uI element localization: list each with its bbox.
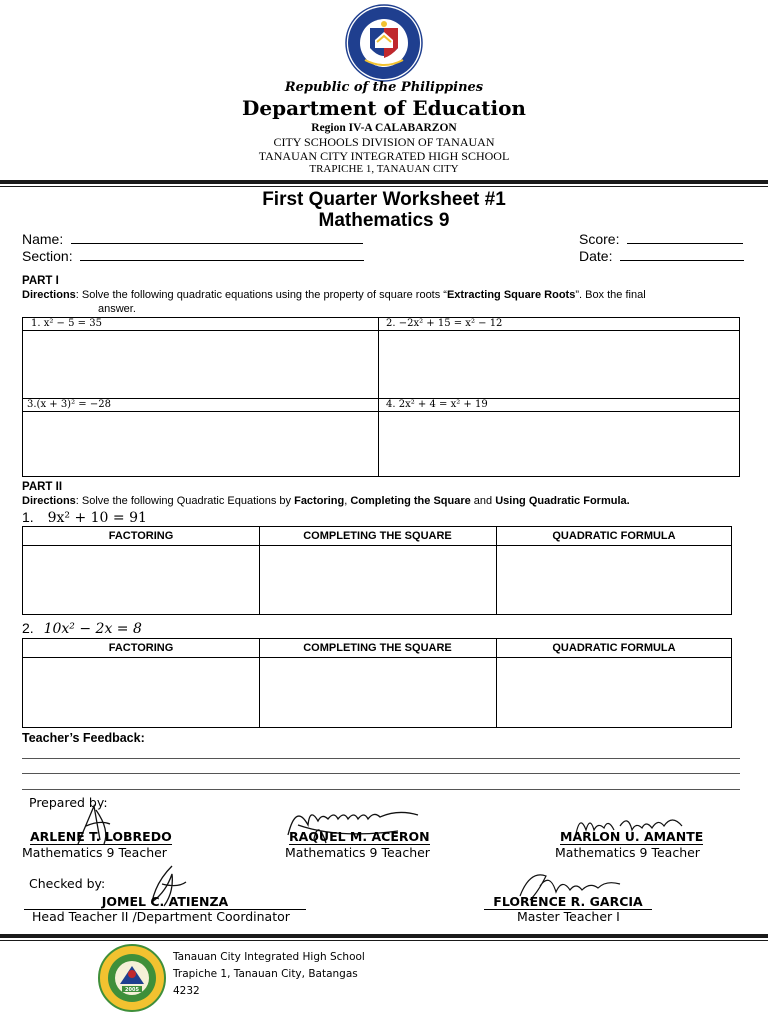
- part2-sep-2: and: [470, 495, 496, 507]
- part2-directions-label: Directions: [22, 495, 76, 507]
- signatory-role-amante: Mathematics 9 Teacher: [555, 845, 700, 860]
- problem-2-table: [22, 638, 732, 728]
- part1-heading: PART I: [22, 275, 59, 287]
- prepared-by-label: Prepared by:: [29, 795, 108, 810]
- footer-zip: 4232: [173, 985, 200, 997]
- part2-directions: [22, 495, 630, 507]
- feedback-line[interactable]: [22, 773, 740, 774]
- signatory-name-lobredo: ARLENE T. LOBREDO: [30, 829, 172, 844]
- section-field[interactable]: [22, 248, 364, 264]
- part1-item-2: 2. −2x² + 15 = x² − 12: [386, 318, 503, 329]
- method-completing-square: Completing the Square: [350, 495, 471, 507]
- answer-area-2[interactable]: [379, 331, 739, 398]
- date-label: Date:: [579, 248, 613, 264]
- region-line: Region IV-A CALABARZON: [311, 122, 457, 134]
- address-line: TRAPICHE 1, TANAUAN CITY: [309, 163, 459, 175]
- footer-divider-thick: [0, 934, 768, 938]
- score-label: Score:: [579, 231, 620, 247]
- score-field[interactable]: [579, 231, 743, 247]
- part1-item-4: 4. 2x² + 4 = x² + 19: [386, 399, 488, 410]
- problem-1: [22, 509, 147, 526]
- section-blank[interactable]: [80, 260, 364, 261]
- part1-directions-text-b: ”. Box the final: [575, 289, 646, 301]
- school-line: TANAUAN CITY INTEGRATED HIGH SCHOOL: [258, 149, 510, 163]
- col-factoring: FACTORING: [108, 642, 174, 654]
- signatory-name-amante: MARLON U. AMANTE: [560, 829, 704, 844]
- header-divider-thick: [0, 180, 768, 184]
- date-blank[interactable]: [620, 260, 744, 261]
- feedback-line[interactable]: [22, 758, 740, 759]
- part1-item-3: 3.(x + 3)² = −28: [27, 399, 111, 410]
- problem-1-equation: 9x² + 10 = 91: [47, 510, 147, 526]
- grid-divider: [23, 398, 739, 399]
- date-field[interactable]: [579, 248, 744, 264]
- col-completing-square: COMPLETING THE SQUARE: [303, 642, 452, 654]
- part1-directions-label: Directions: [22, 289, 76, 301]
- republic-line: Republic of the Philippines: [284, 80, 484, 95]
- part2-sep-1: ,: [344, 495, 351, 507]
- signatory-name-aceron: RAQUEL M. ACERON: [289, 829, 430, 844]
- problem-2: [22, 620, 142, 637]
- footer-divider-thin: [0, 940, 768, 941]
- signatory-name-atienza: JOMEL C. ATIENZA: [24, 894, 306, 910]
- signatory-role-aceron: Mathematics 9 Teacher: [285, 845, 430, 860]
- answer-cell-factoring[interactable]: [23, 546, 259, 614]
- answer-cell-quadratic-formula[interactable]: [497, 546, 731, 614]
- feedback-label: Teacher’s Feedback:: [22, 731, 145, 745]
- signatory-role-atienza: Head Teacher II /Department Coordinator: [32, 909, 290, 924]
- part1-directions-text-a: : Solve the following quadratic equations using the property of square roots “: [75, 289, 447, 301]
- department-title: Department of Education: [242, 96, 526, 120]
- col-quadratic-formula: QUADRATIC FORMULA: [552, 530, 676, 542]
- footer-address: Trapiche 1, Tanauan City, Batangas: [173, 968, 358, 980]
- answer-cell-quadratic-formula[interactable]: [497, 658, 731, 727]
- part1-directions-cont: answer.: [98, 303, 136, 315]
- method-quadratic-formula: Using Quadratic Formula.: [495, 495, 630, 507]
- name-blank[interactable]: [71, 243, 363, 244]
- score-blank[interactable]: [627, 243, 743, 244]
- subject-title: Mathematics 9: [318, 210, 450, 231]
- part1-answer-grid: [22, 317, 740, 477]
- method-factoring: Factoring: [294, 495, 345, 507]
- problem-1-number: 1.: [22, 509, 34, 525]
- school-logo: [98, 944, 166, 1012]
- name-field[interactable]: [22, 231, 363, 247]
- part1-directions: [22, 289, 752, 301]
- answer-cell-completing-square[interactable]: [260, 658, 496, 727]
- answer-area-1[interactable]: [23, 331, 378, 398]
- problem-1-table: [22, 526, 732, 615]
- signatory-role-garcia: Master Teacher I: [517, 909, 620, 924]
- section-label: Section:: [22, 248, 73, 264]
- signatory-name-garcia: FLORENCE R. GARCIA: [484, 894, 652, 910]
- checked-by-label: Checked by:: [29, 876, 106, 891]
- signatory-role-lobredo: Mathematics 9 Teacher: [22, 845, 167, 860]
- part2-directions-text: : Solve the following Quadratic Equations by: [75, 495, 295, 507]
- header-divider-thin: [0, 186, 768, 187]
- part1-directions-bold: Extracting Square Roots: [446, 289, 576, 301]
- problem-2-number: 2.: [22, 620, 34, 636]
- deped-seal: [345, 4, 423, 82]
- footer-school-name: Tanauan City Integrated High School: [173, 951, 365, 963]
- worksheet-title: First Quarter Worksheet #1: [262, 189, 506, 210]
- feedback-line[interactable]: [22, 789, 740, 790]
- division-line: CITY SCHOOLS DIVISION OF TANAUAN: [273, 135, 495, 149]
- col-quadratic-formula: QUADRATIC FORMULA: [552, 642, 676, 654]
- answer-area-3[interactable]: [23, 412, 378, 476]
- name-label: Name:: [22, 231, 64, 247]
- col-completing-square: COMPLETING THE SQUARE: [303, 530, 452, 542]
- logo-year: 2005: [125, 987, 139, 993]
- answer-area-4[interactable]: [379, 412, 739, 476]
- part1-item-1: 1. x² − 5 = 35: [31, 318, 102, 329]
- col-factoring: FACTORING: [108, 530, 174, 542]
- answer-cell-completing-square[interactable]: [260, 546, 496, 614]
- part2-heading: PART II: [22, 481, 63, 493]
- answer-cell-factoring[interactable]: [23, 658, 259, 727]
- problem-2-equation: 10x² − 2x = 8: [43, 621, 142, 637]
